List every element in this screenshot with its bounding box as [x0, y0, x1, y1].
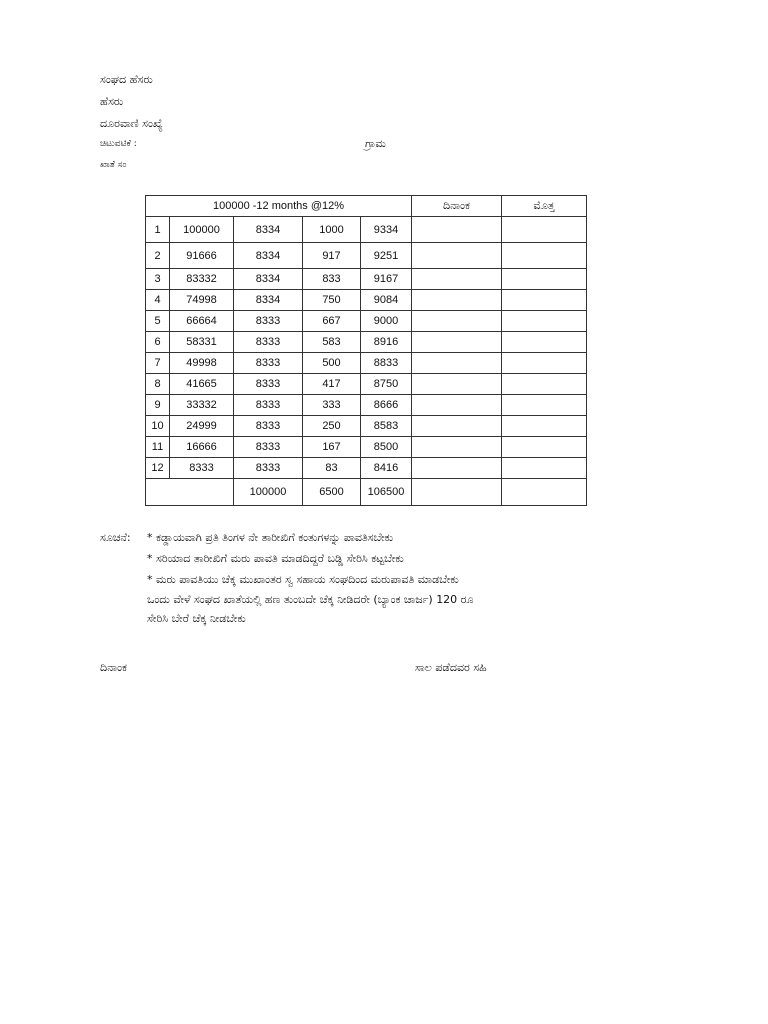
table-row	[146, 269, 587, 290]
date-cell	[412, 458, 502, 479]
installment-total: 9084	[361, 290, 412, 311]
table-row	[146, 332, 587, 353]
table-row	[146, 290, 587, 311]
principal-installment: 8333	[234, 416, 303, 437]
installment-total: 9000	[361, 311, 412, 332]
principal-installment: 8334	[234, 217, 303, 243]
grand-total: 106500	[361, 479, 412, 506]
date-cell	[412, 374, 502, 395]
amount-cell	[502, 395, 587, 416]
principal-installment: 8334	[234, 290, 303, 311]
principal-balance: 74998	[170, 290, 234, 311]
interest-amount: 1000	[303, 217, 361, 243]
principal-balance: 58331	[170, 332, 234, 353]
principal-balance: 41665	[170, 374, 234, 395]
date-cell	[412, 437, 502, 458]
amount-cell	[502, 353, 587, 374]
installment-total: 8833	[361, 353, 412, 374]
interest-amount: 917	[303, 243, 361, 269]
date-cell	[412, 290, 502, 311]
date-column-header: ದಿನಾಂಕ	[412, 196, 502, 217]
installment-number: 2	[146, 243, 170, 269]
principal-installment: 8333	[234, 332, 303, 353]
principal-balance: 49998	[170, 353, 234, 374]
amount-cell	[502, 217, 587, 243]
interest-amount: 583	[303, 332, 361, 353]
table-header-row	[146, 196, 587, 217]
amount-cell	[502, 458, 587, 479]
amount-cell	[502, 374, 587, 395]
amount-cell	[502, 416, 587, 437]
principal-installment: 8333	[234, 374, 303, 395]
principal-balance: 33332	[170, 395, 234, 416]
principal-balance: 16666	[170, 437, 234, 458]
table-row	[146, 311, 587, 332]
installment-number: 8	[146, 374, 170, 395]
note-line-2: * ಸರಿಯಾದ ತಾರೀಖಿಗೆ ಮರು ಪಾವತಿ ಮಾಡದಿದ್ದರೆ ಬಡ್ಡಿ ಸೇರಿಸಿ ಕಟ್ಟಬೇಕು	[147, 552, 404, 565]
installment-number: 4	[146, 290, 170, 311]
note-line-3: * ಮರು ಪಾವತಿಯು ಚೆಕ್ಕ ಮುಖಾಂತರ ಸ್ವ ಸಹಾಯ ಸಂಘದಿಂದ ಮರುಪಾವತಿ ಮಾಡಬೇಕು	[147, 573, 459, 586]
note-line-5: ಸೇರಿಸಿ ಬೇರೆ ಚೆಕ್ಕ ನೀಡಬೇಕು	[147, 612, 246, 625]
notes-label: ಸೂಚನೆ:	[100, 531, 131, 544]
amount-cell	[502, 311, 587, 332]
borrower-signature-label: ಸಾಲ ಪಡೆದವರ ಸಹಿ	[415, 661, 487, 674]
amount-cell	[502, 437, 587, 458]
principal-installment: 8333	[234, 311, 303, 332]
table-row	[146, 458, 587, 479]
installment-total: 9251	[361, 243, 412, 269]
interest-amount: 750	[303, 290, 361, 311]
installment-total: 8750	[361, 374, 412, 395]
date-cell	[412, 243, 502, 269]
total-interest: 6500	[303, 479, 361, 506]
interest-amount: 250	[303, 416, 361, 437]
installment-total: 8500	[361, 437, 412, 458]
account-number-label: ಖಾತೆ ಸಂ	[100, 160, 127, 170]
amount-column-header: ಮೊತ್ತ	[502, 196, 587, 217]
installment-total: 8666	[361, 395, 412, 416]
table-row	[146, 243, 587, 269]
sangha-name-label: ಸಂಘದ ಹೆಸರು	[100, 73, 153, 86]
interest-amount: 167	[303, 437, 361, 458]
repayment-schedule-table	[145, 195, 587, 506]
interest-amount: 333	[303, 395, 361, 416]
loan-terms-title: 100000 -12 months @12%	[146, 196, 412, 217]
installment-total: 8416	[361, 458, 412, 479]
installment-total: 8916	[361, 332, 412, 353]
installment-number: 12	[146, 458, 170, 479]
interest-amount: 83	[303, 458, 361, 479]
date-cell	[412, 479, 502, 506]
activity-label: ಚಿಟುವಟಿಕೆ :	[100, 139, 137, 149]
amount-cell	[502, 290, 587, 311]
note-line-4: ಒಂದು ವೇಳೆ ಸಂಘದ ಖಾತೆಯಲ್ಲಿ ಹಣ ತುಂಬದೇ ಚೆಕ್ಕ ನೀಡಿದರೇ (ಬ್ಯಾಂಕ ಚಾರ್ಜ) 120 ರೂ	[147, 593, 474, 606]
amount-cell	[502, 243, 587, 269]
installment-number: 9	[146, 395, 170, 416]
village-label: ಗ್ರಾಮ	[365, 137, 386, 150]
principal-installment: 8333	[234, 458, 303, 479]
installment-number: 6	[146, 332, 170, 353]
interest-amount: 417	[303, 374, 361, 395]
amount-cell	[502, 479, 587, 506]
installment-number: 10	[146, 416, 170, 437]
totals-row	[146, 479, 587, 506]
interest-amount: 667	[303, 311, 361, 332]
principal-balance: 91666	[170, 243, 234, 269]
interest-amount: 500	[303, 353, 361, 374]
date-cell	[412, 416, 502, 437]
installment-total: 9334	[361, 217, 412, 243]
principal-installment: 8333	[234, 437, 303, 458]
amount-cell	[502, 332, 587, 353]
table-row	[146, 395, 587, 416]
date-cell	[412, 269, 502, 290]
principal-installment: 8333	[234, 353, 303, 374]
principal-balance: 83332	[170, 269, 234, 290]
date-cell	[412, 353, 502, 374]
date-cell	[412, 217, 502, 243]
principal-installment: 8334	[234, 269, 303, 290]
principal-balance: 100000	[170, 217, 234, 243]
installment-number: 3	[146, 269, 170, 290]
installment-number: 11	[146, 437, 170, 458]
table-row	[146, 374, 587, 395]
table-row	[146, 353, 587, 374]
footer-date-label: ದಿನಾಂಕ	[100, 661, 127, 674]
table-row	[146, 217, 587, 243]
principal-balance: 8333	[170, 458, 234, 479]
date-cell	[412, 311, 502, 332]
date-cell	[412, 395, 502, 416]
amount-cell	[502, 269, 587, 290]
principal-installment: 8334	[234, 243, 303, 269]
table-row	[146, 416, 587, 437]
principal-balance: 66664	[170, 311, 234, 332]
principal-installment: 8333	[234, 395, 303, 416]
installment-number: 5	[146, 311, 170, 332]
principal-balance: 24999	[170, 416, 234, 437]
note-line-1: * ಕಡ್ಡಾಯವಾಗಿ ಪ್ರತಿ ತಿಂಗಳ ನೇ ತಾರೀಖಿಗೆ ಕಂತುಗಳನ್ನು ಪಾವತಿಸಬೇಕು	[147, 531, 394, 544]
phone-label: ದೂರವಾಣಿ ಸಂಖ್ಯೆ	[100, 117, 163, 130]
installment-total: 8583	[361, 416, 412, 437]
installment-total: 9167	[361, 269, 412, 290]
interest-amount: 833	[303, 269, 361, 290]
totals-blank-cell	[146, 479, 234, 506]
name-label: ಹೆಸರು	[100, 95, 124, 108]
table-row	[146, 437, 587, 458]
total-principal: 100000	[234, 479, 303, 506]
installment-number: 7	[146, 353, 170, 374]
installment-number: 1	[146, 217, 170, 243]
date-cell	[412, 332, 502, 353]
